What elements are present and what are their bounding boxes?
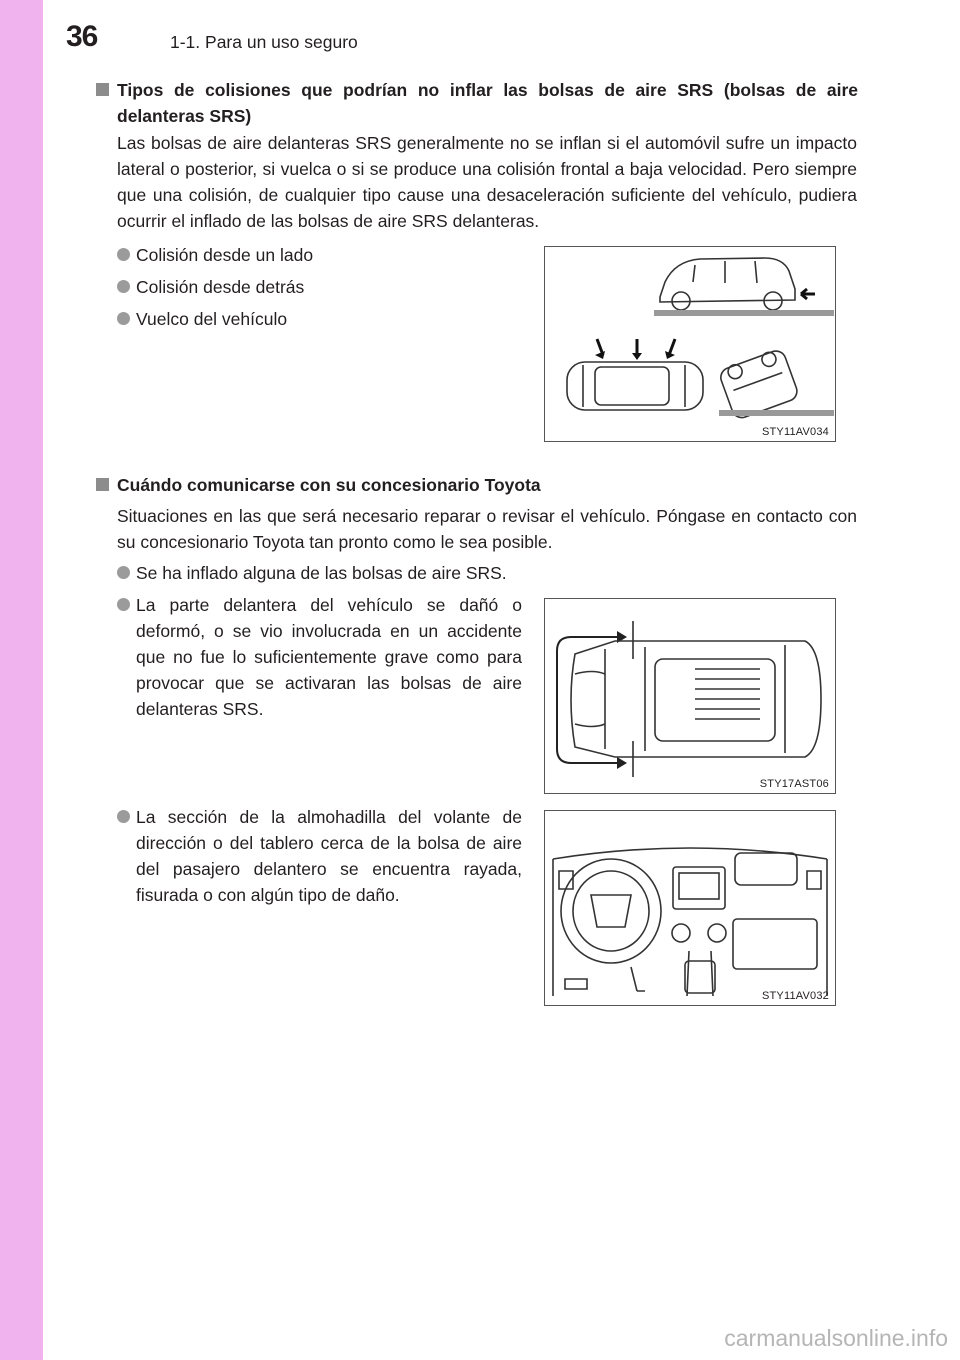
section-heading-collisions [96, 77, 858, 129]
circle-bullet-icon [117, 280, 130, 293]
section-heading-dealer [96, 472, 858, 498]
heading-text: Cuándo comunicarse con su concesionario Toyota [117, 475, 541, 495]
paragraph-dealer: Situaciones en las que será necesario reparar o revisar el vehículo. Póngase en contacto con su concesionario Toyota tan pronto como le sea posible. [117, 506, 857, 552]
bullet-item: Colisión desde un lado [117, 242, 497, 268]
car-front-damage-illustration [545, 599, 835, 793]
page-edge-tab [0, 0, 43, 1360]
bullet-item: Colisión desde detrás [117, 274, 497, 300]
figure-label: STY11AV032 [761, 990, 829, 1002]
square-bullet-icon [96, 478, 109, 491]
bullet-item: La parte delantera del vehículo se dañó o deformó, o se vio involucrada en un accidente que no fue lo suficientemente grave como para provocar que se activaran las bolsas de aire delanteras SRS. [117, 592, 522, 722]
figure-label: STY11AV034 [761, 426, 829, 438]
bullet-item: Se ha inflado alguna de las bolsas de aire SRS. [117, 560, 857, 586]
circle-bullet-icon [117, 248, 130, 261]
circle-bullet-icon [117, 312, 130, 325]
page-number: 36 [66, 20, 98, 53]
paragraph-collisions: Las bolsas de aire delanteras SRS generalmente no se inflan si el automóvil sufre un impacto lateral o posterior, si vuelca o si se produce una colisión frontal a baja velocidad. Pero siempre que una colisión, de cualquier tipo cause una desaceleración suficiente del vehículo, pudiera ocurrir el inflado de las bolsas de aire SRS delanteras. [117, 133, 857, 231]
dashboard-steering-wheel-illustration [545, 811, 835, 1005]
figure-dashboard [544, 810, 836, 1006]
circle-bullet-icon [117, 566, 130, 579]
section-title: 1-1. Para un uso seguro [170, 32, 358, 52]
bullet-item: Vuelco del vehículo [117, 306, 497, 332]
bullet-item: La sección de la almohadilla del volante de dirección o del tablero cerca de la bolsa de aire del pasajero delantero se encuentra rayada, fisurada o con algún tipo de daño. [117, 804, 522, 908]
figure-front-damage [544, 598, 836, 794]
square-bullet-icon [96, 83, 109, 96]
circle-bullet-icon [117, 598, 130, 611]
watermark: carmanualsonline.info [724, 1325, 948, 1351]
heading-text: Tipos de colisiones que podrían no inflar las bolsas de aire SRS (bolsas de aire delanteras SRS) [117, 80, 858, 126]
collision-types-illustration [545, 247, 835, 441]
circle-bullet-icon [117, 810, 130, 823]
figure-label: STY17AST06 [759, 778, 829, 790]
figure-collision-types [544, 246, 836, 442]
